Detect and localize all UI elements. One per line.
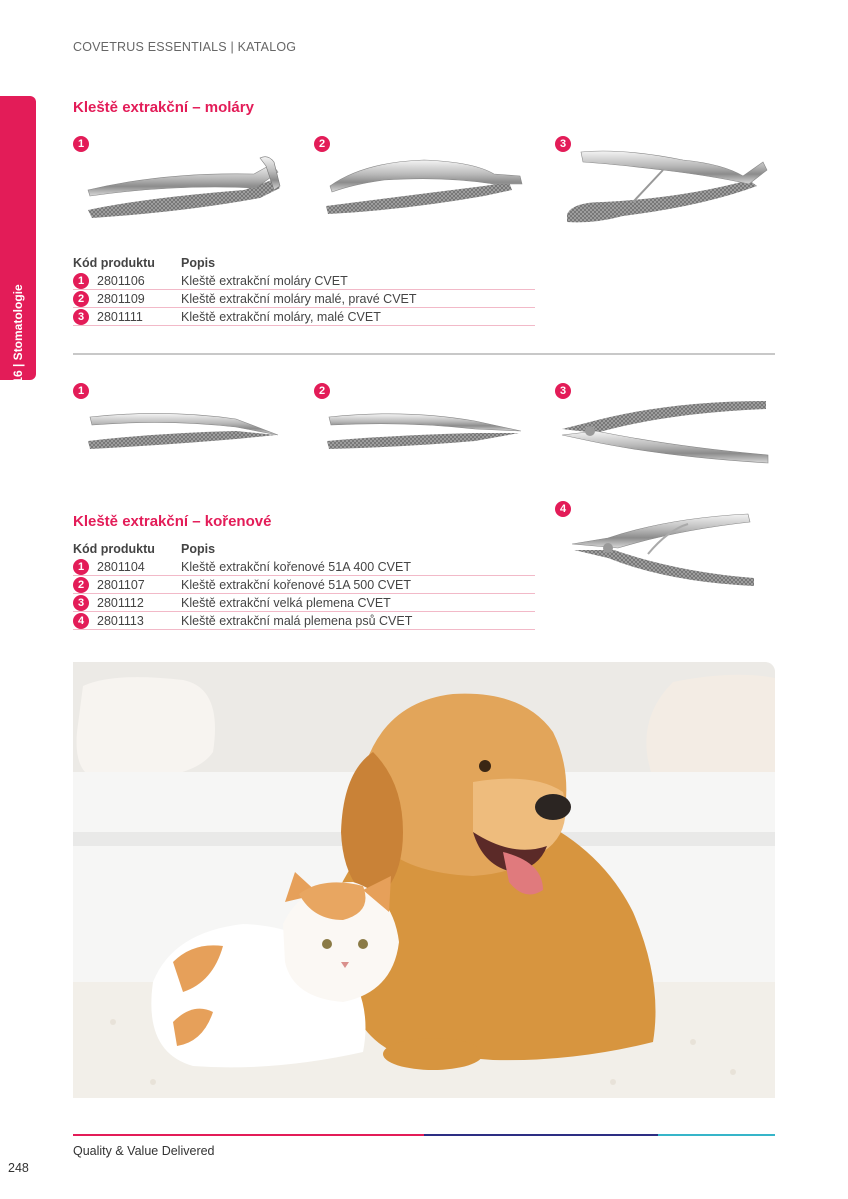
- row-badge: 2: [73, 577, 89, 593]
- product-description: Kleště extrakční kořenové 51A 400 CVET: [181, 559, 411, 574]
- section-title-roots: Kleště extrakční – kořenové: [73, 513, 272, 530]
- forceps-image-molar-1: [84, 150, 284, 220]
- product-description: Kleště extrakční moláry CVET: [181, 273, 348, 288]
- row-badge: 3: [73, 309, 89, 325]
- table-header: [73, 255, 535, 272]
- product-badge: 1: [73, 136, 89, 152]
- product-badge: 4: [555, 501, 571, 517]
- product-code: 2801104: [97, 559, 145, 574]
- product-description: Kleště extrakční moláry malé, pravé CVET: [181, 291, 417, 306]
- table-row: [73, 290, 535, 308]
- catalog-header: COVETRUS ESSENTIALS | KATALOG: [73, 40, 297, 54]
- table-row: [73, 594, 535, 612]
- table-row: [73, 576, 535, 594]
- column-header-description: Popis: [181, 256, 216, 270]
- column-header-code: Kód produktu: [73, 542, 155, 556]
- table-row: [73, 612, 535, 630]
- forceps-image-root-3: [556, 395, 771, 470]
- chapter-tab-label: 16 | Stomatologie: [11, 284, 25, 384]
- row-badge: 1: [73, 273, 89, 289]
- product-description: Kleště extrakční moláry, malé CVET: [181, 309, 381, 324]
- forceps-image-root-4: [568, 510, 768, 595]
- product-code: 2801107: [97, 577, 145, 592]
- forceps-image-root-2: [325, 405, 525, 455]
- row-badge: 1: [73, 559, 89, 575]
- chapter-tab: [0, 96, 36, 384]
- column-header-code: Kód produktu: [73, 256, 155, 270]
- dog-and-cat-photo: [73, 662, 775, 1098]
- product-badge: 3: [555, 136, 571, 152]
- product-code: 2801113: [97, 613, 144, 628]
- product-badge: 2: [314, 383, 330, 399]
- product-code: 2801106: [97, 273, 145, 288]
- footer-bar-navy: [424, 1134, 658, 1136]
- row-badge: 4: [73, 613, 89, 629]
- product-badge: 3: [555, 383, 571, 399]
- product-table-roots: [73, 541, 535, 630]
- product-code: 2801112: [97, 595, 144, 610]
- product-description: Kleště extrakční kořenové 51A 500 CVET: [181, 577, 411, 592]
- row-badge: 3: [73, 595, 89, 611]
- product-code: 2801109: [97, 291, 145, 306]
- section-title-molars: Kleště extrakční – moláry: [73, 99, 254, 116]
- section-divider: [73, 353, 775, 355]
- product-code: 2801111: [97, 309, 143, 324]
- footer-bar-teal: [658, 1134, 775, 1136]
- forceps-image-molar-2: [324, 150, 529, 220]
- page-number: 248: [8, 1161, 29, 1175]
- forceps-image-molar-3: [563, 140, 773, 230]
- product-table-molars: [73, 255, 535, 326]
- footer-bar-pink: [73, 1134, 424, 1136]
- product-badge: 2: [314, 136, 330, 152]
- table-header: [73, 541, 535, 558]
- table-row: [73, 308, 535, 326]
- column-header-description: Popis: [181, 542, 216, 556]
- footer-tagline: Quality & Value Delivered: [73, 1144, 215, 1158]
- product-description: Kleště extrakční malá plemena psů CVET: [181, 613, 413, 628]
- table-row: [73, 558, 535, 576]
- table-row: [73, 272, 535, 290]
- row-badge: 2: [73, 291, 89, 307]
- product-description: Kleště extrakční velká plemena CVET: [181, 595, 391, 610]
- product-badge: 1: [73, 383, 89, 399]
- forceps-image-root-1: [86, 405, 282, 455]
